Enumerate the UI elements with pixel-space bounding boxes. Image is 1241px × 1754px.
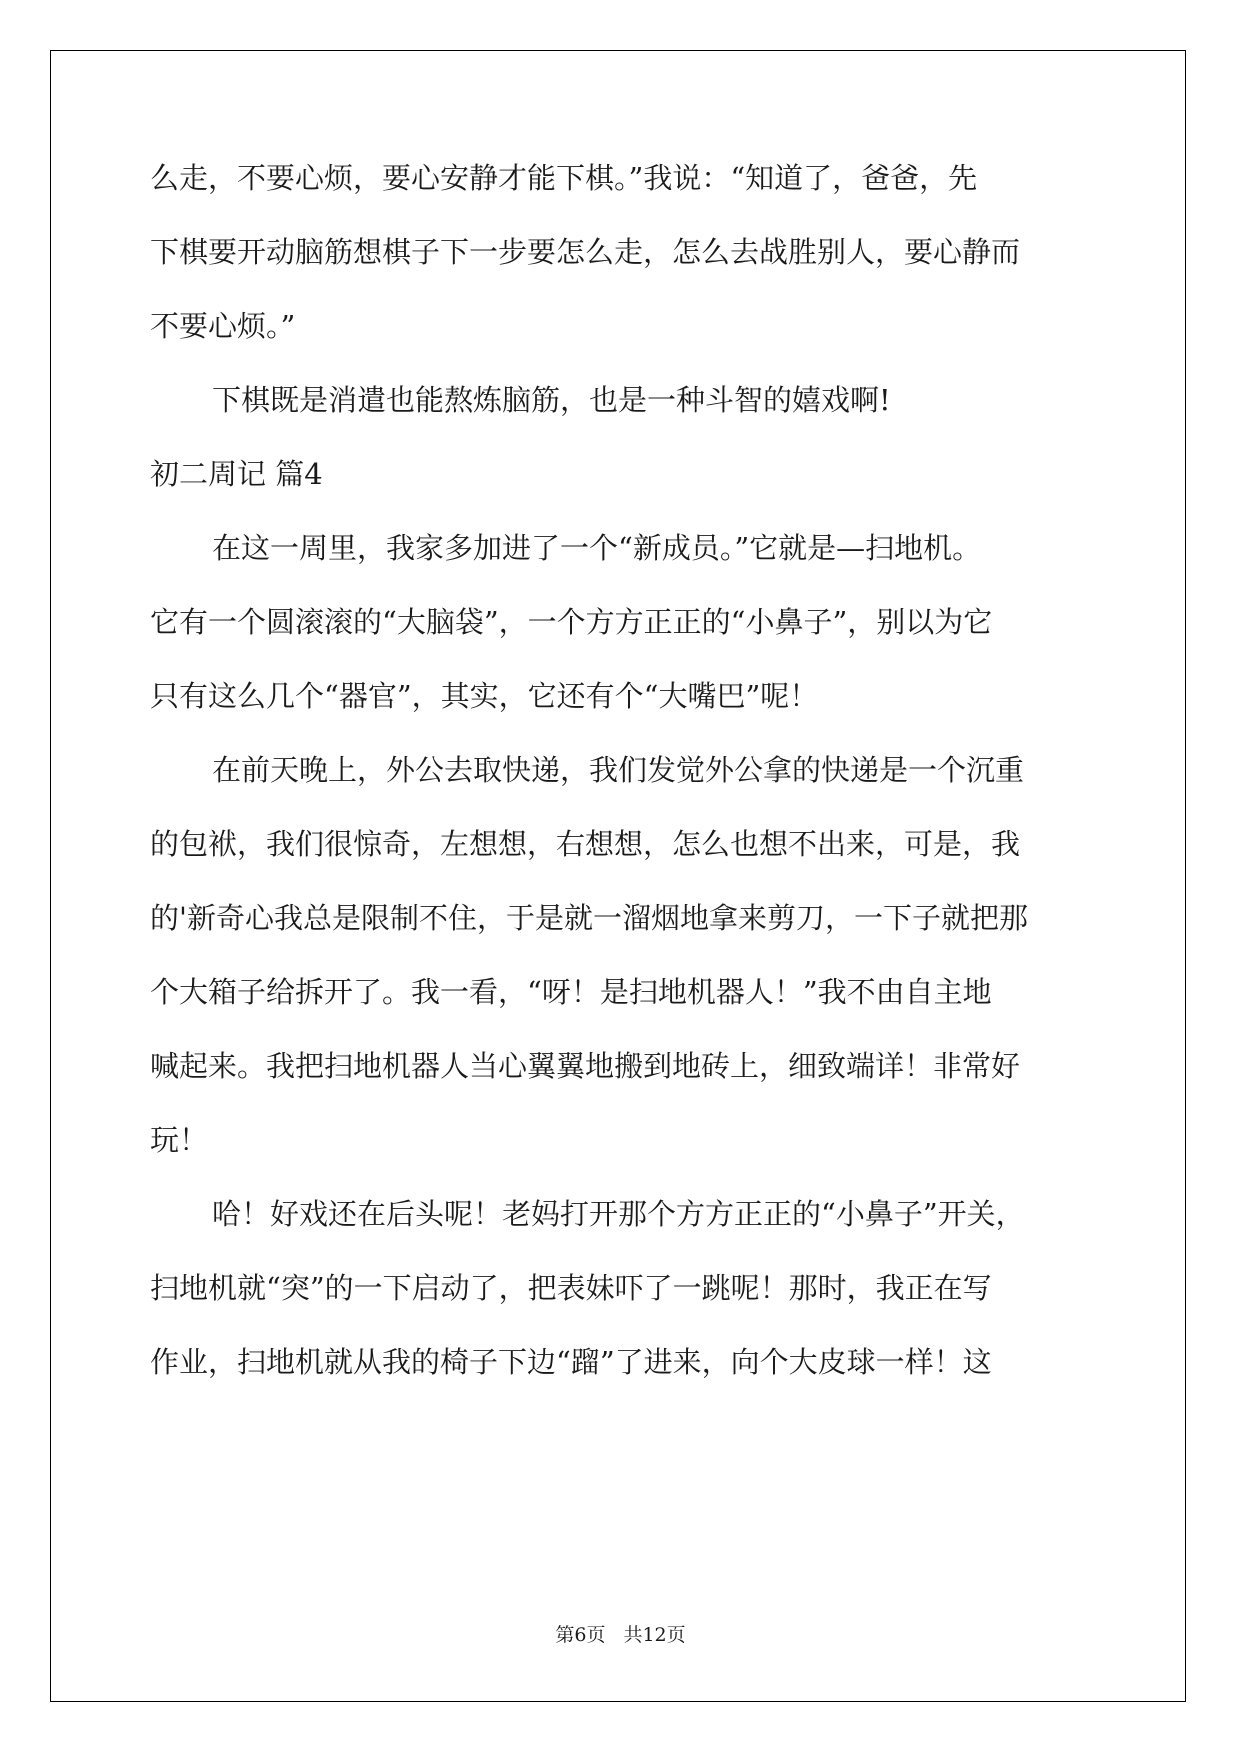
text-line: 哈！好戏还在后头呢！老妈打开那个方方正正的“小鼻子”开关，	[212, 1197, 1025, 1231]
text-line: 的包袱，我们很惊奇，左想想，右想想，怎么也想不出来，可是，我	[150, 827, 1021, 861]
text-line: 么走，不要心烦，要心安静才能下棋。”我说：“知道了，爸爸，先	[150, 161, 978, 195]
text-line: 扫地机就“突”的一下启动了，把表妹吓了一跳呢！那时，我正在写	[150, 1271, 992, 1305]
text-line: 它有一个圆滚滚的“大脑袋”，一个方方正正的“小鼻子”，别以为它	[150, 605, 993, 639]
text-line: 在这一周里，我家多加进了一个“新成员。”它就是—扫地机。	[212, 531, 982, 565]
page-border	[50, 50, 1186, 1702]
text-line: 作业，扫地机就从我的椅子下边“蹓”了进来，向个大皮球一样！这	[150, 1345, 992, 1379]
text-line: 个大箱子给拆开了。我一看，“呀！是扫地机器人！”我不由自主地	[150, 975, 992, 1009]
text-line: 玩！	[150, 1123, 209, 1157]
text-line: 下棋既是消遣也能熬炼脑筋，也是一种斗智的嬉戏啊!	[212, 383, 891, 417]
text-line: 只有这么几个“器官”，其实，它还有个“大嘴巴”呢！	[150, 679, 819, 713]
page-number: 第6页	[555, 1624, 606, 1646]
page-footer	[0, 1620, 1241, 1647]
text-line: 不要心烦。”	[150, 309, 296, 343]
text-line: 下棋要开动脑筋想棋子下一步要怎么走，怎么去战胜别人，要心静而	[150, 235, 1021, 269]
page-total: 共12页	[623, 1624, 686, 1646]
text-line: 喊起来。我把扫地机器人当心翼翼地搬到地砖上，细致端详！非常好	[150, 1049, 1021, 1083]
section-heading: 初二周记 篇4	[150, 457, 323, 491]
text-line: 的'新奇心我总是限制不住，于是就一溜烟地拿来剪刀，一下子就把那	[150, 901, 1028, 935]
text-line: 在前天晚上，外公去取快递，我们发觉外公拿的快递是一个沉重	[212, 753, 1025, 787]
